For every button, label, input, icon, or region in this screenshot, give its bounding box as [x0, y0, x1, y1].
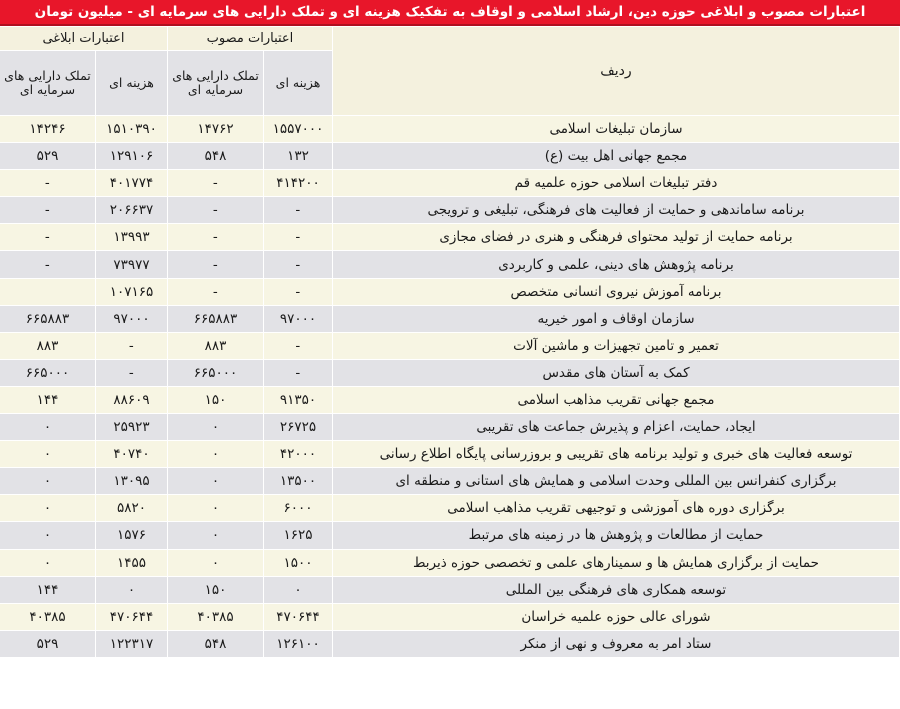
cell-approved-current: -	[264, 251, 333, 278]
table-row	[0, 116, 900, 143]
cell-allocated-capital: ۱۴۴	[0, 576, 95, 603]
cell-approved-current: ۱۳۲	[264, 143, 333, 170]
table-head	[0, 27, 900, 116]
cell-approved-current: ۱۶۲۵	[264, 522, 333, 549]
row-label: ایجاد، حمایت، اعزام و پذیرش جماعت های تقریبی	[333, 414, 900, 441]
cell-approved-capital: -	[167, 251, 263, 278]
table-row	[0, 197, 900, 224]
cell-allocated-capital: ۵۲۹	[0, 143, 95, 170]
row-label: حمایت از مطالعات و پژوهش ها در زمینه های مرتبط	[333, 522, 900, 549]
row-label: توسعه همکاری های فرهنگی بین المللی	[333, 576, 900, 603]
row-label: برنامه حمایت از تولید محتوای فرهنگی و هنری در فضای مجازی	[333, 224, 900, 251]
cell-approved-capital: ۱۵۰	[167, 386, 263, 413]
cell-approved-current: ۹۱۳۵۰	[264, 386, 333, 413]
cell-approved-capital: -	[167, 224, 263, 251]
cell-allocated-capital: ۱۴۲۴۶	[0, 116, 95, 143]
cell-approved-capital: ۰	[167, 441, 263, 468]
cell-approved-current: ۴۲۰۰۰	[264, 441, 333, 468]
cell-approved-capital: ۶۶۵۸۸۳	[167, 305, 263, 332]
cell-approved-current: ۴۱۴۲۰۰	[264, 170, 333, 197]
cell-approved-capital: ۵۴۸	[167, 143, 263, 170]
row-label: کمک به آستان های مقدس	[333, 359, 900, 386]
cell-allocated-capital: ۰	[0, 495, 95, 522]
row-label: مجمع جهانی تقریب مذاهب اسلامی	[333, 386, 900, 413]
cell-allocated-current: ۲۰۶۶۳۷	[95, 197, 167, 224]
column-group-approved: اعتبارات مصوب	[167, 27, 332, 51]
cell-approved-capital: ۴۰۳۸۵	[167, 603, 263, 630]
cell-allocated-current: -	[95, 332, 167, 359]
page-title: اعتبارات مصوب و ابلاغی حوزه دین، ارشاد اسلامی و اوقاف به تفکیک هزینه ای و تملک دارایی های سرمایه ای - میلیون تومان	[0, 0, 900, 26]
table-row	[0, 278, 900, 305]
cell-allocated-current: -	[95, 359, 167, 386]
table-row	[0, 549, 900, 576]
cell-allocated-current: ۱۲۹۱۰۶	[95, 143, 167, 170]
cell-allocated-current: ۱۵۷۶	[95, 522, 167, 549]
table-row	[0, 603, 900, 630]
cell-approved-capital: ۱۵۰	[167, 576, 263, 603]
cell-approved-current: ۱۵۵۷۰۰۰	[264, 116, 333, 143]
cell-approved-capital: ۰	[167, 549, 263, 576]
header-group-row	[0, 27, 900, 51]
cell-allocated-capital: ۵۲۹	[0, 630, 95, 657]
cell-allocated-capital: -	[0, 170, 95, 197]
cell-approved-current: -	[264, 224, 333, 251]
cell-allocated-capital: ۰	[0, 468, 95, 495]
column-group-allocated: اعتبارات ابلاغی	[0, 27, 167, 51]
cell-allocated-capital: -	[0, 224, 95, 251]
cell-allocated-capital: ۱۴۴	[0, 386, 95, 413]
cell-approved-current: ۶۰۰۰	[264, 495, 333, 522]
cell-approved-capital: ۰	[167, 414, 263, 441]
cell-allocated-capital: ۴۰۳۸۵	[0, 603, 95, 630]
cell-approved-current: ۲۶۷۲۵	[264, 414, 333, 441]
table-row	[0, 305, 900, 332]
cell-allocated-current: ۰	[95, 576, 167, 603]
cell-approved-current: ۱۳۵۰۰	[264, 468, 333, 495]
row-label: برنامه ساماندهی و حمایت از فعالیت های فرهنگی، تبلیغی و ترویجی	[333, 197, 900, 224]
cell-approved-capital: ۰	[167, 468, 263, 495]
budget-table	[0, 26, 900, 658]
cell-approved-current: -	[264, 359, 333, 386]
row-label: ستاد امر به معروف و نهی از منکر	[333, 630, 900, 657]
column-header-approved-capital: تملک دارایی های سرمایه ای	[167, 51, 263, 116]
row-label: برگزاری کنفرانس بین المللی وحدت اسلامی و همایش های استانی و منطقه ای	[333, 468, 900, 495]
cell-allocated-current: ۸۸۶۰۹	[95, 386, 167, 413]
cell-approved-capital: -	[167, 197, 263, 224]
cell-approved-current: ۱۲۶۱۰۰	[264, 630, 333, 657]
cell-approved-current: -	[264, 278, 333, 305]
row-label: مجمع جهانی اهل بیت (ع)	[333, 143, 900, 170]
table-row	[0, 522, 900, 549]
table-row	[0, 386, 900, 413]
cell-allocated-current: ۱۴۵۵	[95, 549, 167, 576]
cell-allocated-current: ۱۰۷۱۶۵	[95, 278, 167, 305]
cell-allocated-current: ۴۰۷۴۰	[95, 441, 167, 468]
table-row	[0, 359, 900, 386]
cell-approved-capital: ۰	[167, 522, 263, 549]
cell-approved-capital: ۵۴۸	[167, 630, 263, 657]
cell-approved-current: ۴۷۰۶۴۴	[264, 603, 333, 630]
cell-approved-current: -	[264, 197, 333, 224]
table-row	[0, 332, 900, 359]
cell-allocated-capital: ۸۸۳	[0, 332, 95, 359]
cell-approved-current: ۹۷۰۰۰	[264, 305, 333, 332]
table-row	[0, 143, 900, 170]
table-row	[0, 224, 900, 251]
cell-allocated-current: ۱۳۰۹۵	[95, 468, 167, 495]
row-label: شورای عالی حوزه علمیه خراسان	[333, 603, 900, 630]
cell-approved-capital: ۱۴۷۶۲	[167, 116, 263, 143]
cell-allocated-capital: ۶۶۵۰۰۰	[0, 359, 95, 386]
cell-approved-current: ۰	[264, 576, 333, 603]
cell-approved-current: ۱۵۰۰	[264, 549, 333, 576]
cell-allocated-current: ۱۲۲۳۱۷	[95, 630, 167, 657]
cell-allocated-current: ۹۷۰۰۰	[95, 305, 167, 332]
cell-allocated-current: ۲۵۹۲۳	[95, 414, 167, 441]
row-label: سازمان اوقاف و امور خیریه	[333, 305, 900, 332]
column-header-allocated-current: هزینه ای	[95, 51, 167, 116]
row-label: حمایت از برگزاری همایش ها و سمینارهای علمی و تخصصی حوزه ذیربط	[333, 549, 900, 576]
cell-allocated-capital: ۰	[0, 414, 95, 441]
table-row	[0, 441, 900, 468]
table-row	[0, 170, 900, 197]
cell-approved-capital: -	[167, 170, 263, 197]
cell-approved-capital: ۸۸۳	[167, 332, 263, 359]
row-label: برنامه آموزش نیروی انسانی متخصص	[333, 278, 900, 305]
row-label: دفتر تبلیغات اسلامی حوزه علمیه قم	[333, 170, 900, 197]
cell-allocated-capital: -	[0, 197, 95, 224]
table-row	[0, 414, 900, 441]
table-body	[0, 116, 900, 658]
cell-approved-current: -	[264, 332, 333, 359]
column-header-approved-current: هزینه ای	[264, 51, 333, 116]
cell-allocated-capital: ۰	[0, 522, 95, 549]
column-header-allocated-capital: تملک دارایی های سرمایه ای	[0, 51, 95, 116]
cell-allocated-current: ۱۳۹۹۳	[95, 224, 167, 251]
cell-approved-capital: ۰	[167, 495, 263, 522]
cell-allocated-current: ۷۳۹۷۷	[95, 251, 167, 278]
row-label: توسعه فعالیت های خبری و تولید برنامه های تقریبی و بروزرسانی پایگاه اطلاع رسانی	[333, 441, 900, 468]
cell-approved-capital: ۶۶۵۰۰۰	[167, 359, 263, 386]
table-row	[0, 495, 900, 522]
cell-allocated-current: ۴۷۰۶۴۴	[95, 603, 167, 630]
table-row	[0, 251, 900, 278]
row-label: سازمان تبلیغات اسلامی	[333, 116, 900, 143]
row-label: برگزاری دوره های آموزشی و توجیهی تقریب مذاهب اسلامی	[333, 495, 900, 522]
cell-allocated-capital: ۰	[0, 549, 95, 576]
cell-allocated-capital: ۰	[0, 441, 95, 468]
row-label: تعمیر و تامین تجهیزات و ماشین آلات	[333, 332, 900, 359]
cell-allocated-capital: -	[0, 251, 95, 278]
cell-allocated-current: ۵۸۲۰	[95, 495, 167, 522]
column-header-label: ردیف	[333, 27, 900, 116]
row-label: برنامه پژوهش های دینی، علمی و کاربردی	[333, 251, 900, 278]
cell-allocated-current: ۴۰۱۷۷۴	[95, 170, 167, 197]
cell-allocated-capital: ۶۶۵۸۸۳	[0, 305, 95, 332]
table-row	[0, 630, 900, 657]
cell-allocated-current: ۱۵۱۰۳۹۰	[95, 116, 167, 143]
table-row	[0, 576, 900, 603]
table-row	[0, 468, 900, 495]
cell-approved-capital: -	[167, 278, 263, 305]
cell-allocated-capital	[0, 278, 95, 305]
